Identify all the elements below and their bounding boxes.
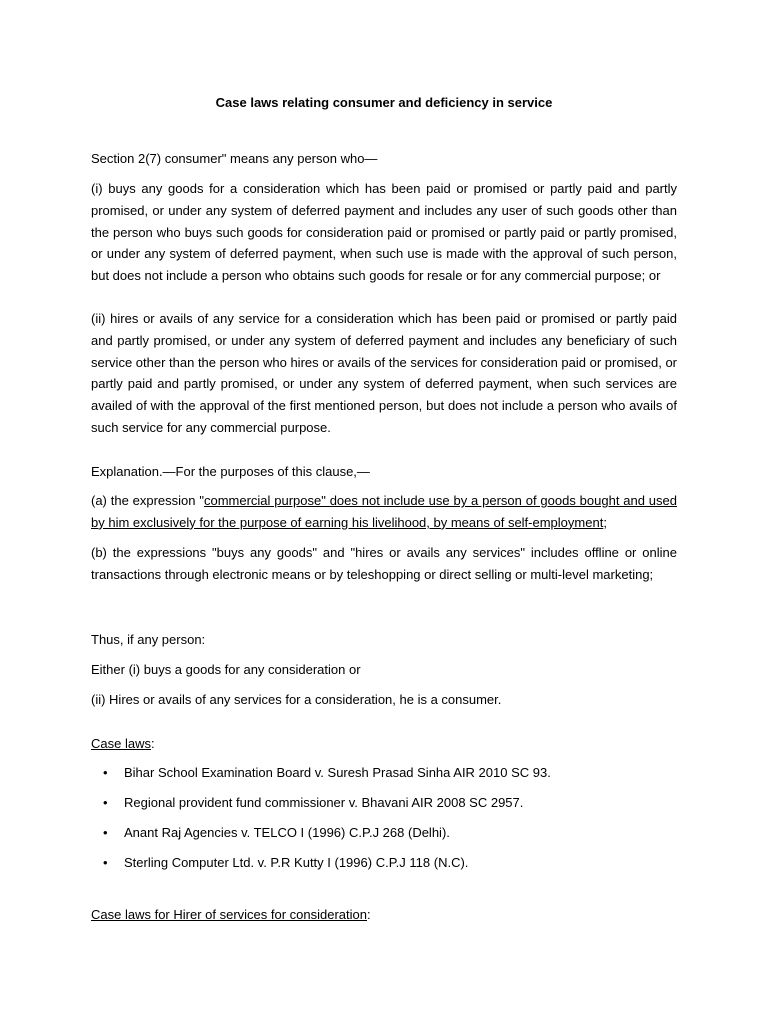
paragraph-ii: (ii) hires or avails of any service for a consideration which has been paid or promised or partly paid and partly promised, or under any system of deferred payment and includes any beneficiary of such service other than the person who hires or avails of the services for consideration paid or promised, or partly paid and partly promised, or under any system of deferred payment, when such services are availed of with the approval of the first mentioned person, but does not include a person who avails of such service for any commercial purpose.	[91, 311, 678, 435]
bullet-icon: •	[103, 765, 108, 780]
bullet-icon: •	[103, 825, 108, 840]
list-item	[91, 854, 677, 884]
hirer-case-laws-heading	[91, 906, 677, 924]
case-law-text: Anant Raj Agencies v. TELCO I (1996) C.P.J 268 (Delhi).	[124, 825, 450, 840]
section-heading: Section 2(7) consumer" means any person who—	[91, 151, 378, 166]
case-laws-heading-colon: :	[150, 736, 155, 751]
thus-line: Thus, if any person:	[91, 632, 206, 647]
paragraph-a-suffix: ;	[603, 514, 607, 530]
case-law-text: Sterling Computer Ltd. v. P.R Kutty I (1996) C.P.J 118 (N.C).	[124, 855, 469, 870]
paragraph-b: (b) the expressions "buys any goods" and "hires or avails any services" includes offline or online transactions through electronic means or by teleshopping or direct selling or multi-level marketing;	[91, 545, 677, 582]
paragraph-a-prefix: (a) the expression "	[91, 493, 204, 508]
list-item	[91, 794, 677, 824]
hirer-heading-colon: :	[367, 907, 371, 922]
case-laws-list	[91, 764, 677, 884]
hires-line: (ii) Hires or avails of any services for a consideration, he is a consumer.	[91, 692, 502, 707]
list-item	[91, 764, 677, 794]
case-law-text: Regional provident fund commissioner v. Bhavani AIR 2008 SC 2957.	[124, 795, 524, 810]
hirer-heading-text: Case laws for Hirer of services for consideration	[91, 907, 367, 922]
list-item	[91, 824, 677, 854]
case-laws-heading	[91, 735, 677, 753]
commercial-purpose-definition: commercial purpose" does not include use by a person of goods bought and used by him exclusively for the purpose of earning his livelihood, by means of self-employment	[91, 493, 677, 530]
either-line: Either (i) buys a goods for any consideration or	[91, 662, 361, 677]
case-law-text: Bihar School Examination Board v. Suresh Prasad Sinha AIR 2010 SC 93.	[124, 765, 551, 780]
paragraph-i: (i) buys any goods for a consideration which has been paid or promised or partly paid and partly promised, or under any system of deferred payment and includes any user of such goods other than the person who buys such goods for consideration paid or promised or partly paid or partly promised, or under any system of deferred payment, when such use is made with the approval of such person, but does not include a person who obtains such goods for resale or for any commercial purpose; or	[91, 181, 677, 284]
document-title: Case laws relating consumer and deficiency in service	[215, 95, 553, 110]
paragraph-a	[91, 490, 677, 534]
case-laws-heading-text: Case laws	[91, 736, 151, 751]
explanation-heading: Explanation.—For the purposes of this clause,—	[91, 464, 370, 479]
bullet-icon: •	[103, 855, 108, 870]
bullet-icon: •	[103, 795, 108, 810]
